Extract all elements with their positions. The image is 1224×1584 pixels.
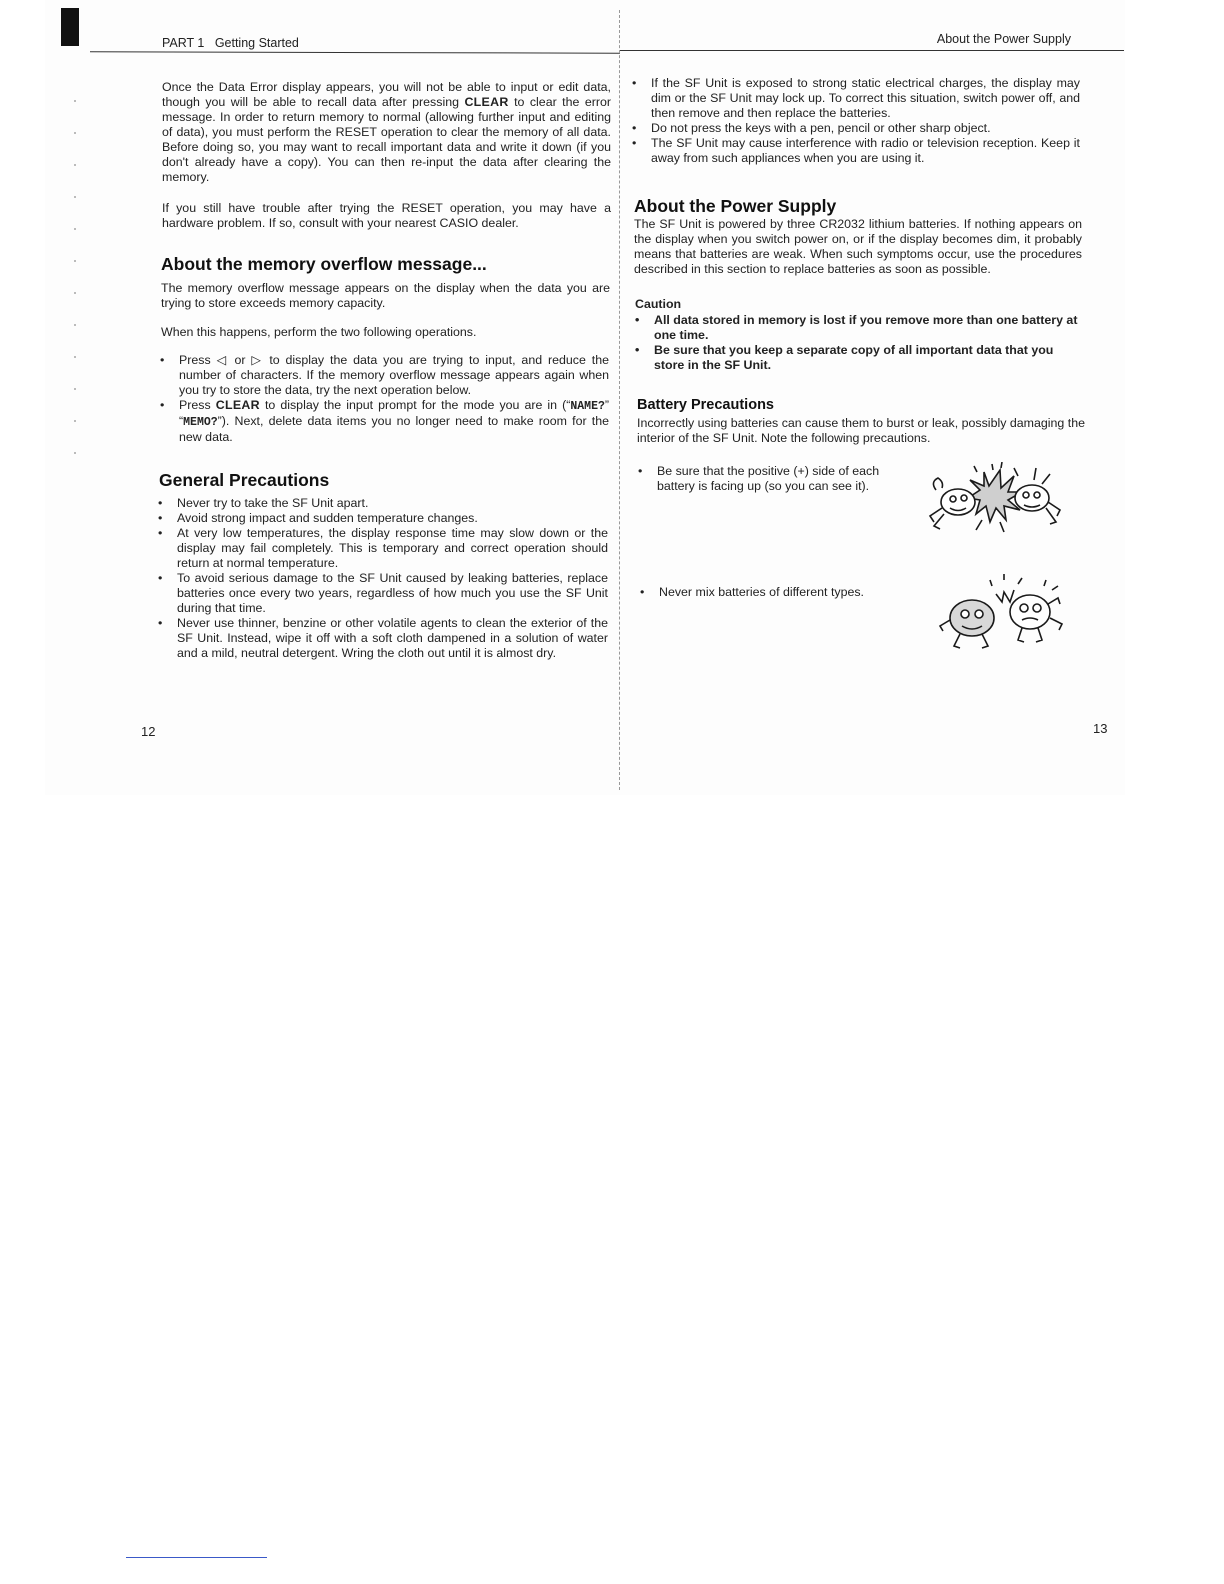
header-rule-right [620,50,1124,51]
para-text: Once the Data Error display appears, you will not be able to input or edit data, though you will be able to recall data after pressing [162,80,611,109]
footnote-link-underline [126,1557,267,1558]
item-text: At very low temperatures, the display response time may slow down or the display may fail completely. This is temporary and correct operation should return at normal temperature. [177,526,608,570]
page-number-right: 13 [1093,721,1108,736]
static-precautions-list [632,76,1080,166]
list-item [158,526,608,571]
left-para-data-error [162,80,611,185]
mixed-batteries-illustration [934,574,1069,652]
bullet: • [632,121,637,135]
memo-prompt: MEMO? [183,416,218,429]
bullet: • [640,585,645,599]
bullet: • [632,136,637,150]
item-text: Press [179,398,211,412]
part-title: Getting Started [214,36,299,50]
margin-specks [70,70,84,470]
heading-text: About the Power Supply [634,196,837,216]
item-text: Be sure that you keep a separate copy of all important data that you store in the SF Unit. [654,343,1054,372]
bullet: • [635,313,640,327]
item-text: Never mix batteries of different types. [659,585,864,599]
para-text: to clear the error message. In order to return memory to normal (allowing further input and editing of data), you must perform the RESET operation to clear the memory of all data. Before doing so, you may want to recall important data and write it down (if you don't already have a copy). You can then re-input the data after clearing the memory. [162,95,611,184]
bullet: • [635,343,640,357]
list-item [160,398,609,445]
clear-key-label: CLEAR [464,95,509,109]
right-arrow-key-icon: ▷ [251,353,264,367]
list-item [640,585,908,600]
item-text: Never try to take the SF Unit apart. [177,496,369,510]
list-item [632,136,1080,166]
item-text: ” “ [179,398,610,428]
overflow-bullet-list [160,353,609,445]
item-text: Avoid strong impact and sudden temperature changes. [177,511,478,525]
list-item [158,616,608,661]
part-label: PART 1 [162,36,205,50]
heading-text: Battery Precautions [637,397,774,413]
list-item [635,343,1084,373]
heading-text: General Precautions [159,470,330,490]
item-text: ”). Next, delete data items you no longer need to make room for the new data. [179,414,609,444]
general-precautions-list [158,496,608,661]
list-item [635,313,1084,343]
bullet: • [160,353,165,367]
bullet: • [158,526,163,540]
battery-burst-illustration [922,462,1067,534]
page-gutter-line [619,10,620,790]
left-arrow-key-icon: ◁ [216,353,229,367]
bullet: • [638,464,643,478]
power-supply-para: The SF Unit is powered by three CR2032 lithium batteries. If nothing appears on the display when you switch power on, or if the display becomes dim, it probably means that batteries are weak. When such symptoms occur, use the procedures described in this section to replace batteries as soon as possible. [634,217,1082,276]
overflow-para-2: When this happens, perform the two following operations. [161,325,477,339]
page-number-left: 12 [141,724,156,739]
item-text: to display the data you are trying to input, and reduce the number of characters. If the memory overflow message appears again when you try to store the data, try the next operation below. [179,353,610,397]
bullet: • [158,571,163,585]
list-item [632,121,1080,136]
caution-label: Caution [635,297,682,311]
overflow-para-1: The memory overflow message appears on the display when the data you are trying to store exceeds memory capacity. [161,281,610,310]
bullet: • [158,496,163,510]
list-item [158,511,608,526]
running-header-left [162,36,299,50]
item-text: to display the input prompt for the mode you are in (“ [264,398,571,412]
item-text: Be sure that the positive (+) side of each battery is facing up (so you can see it). [657,464,880,493]
list-item [160,353,609,398]
list-item [158,571,608,616]
item-text: The SF Unit may cause interference with radio or television reception. Keep it away from such appliances when you are using it. [651,136,1080,165]
bullet: • [160,398,165,412]
item-text: To avoid serious damage to the SF Unit caused by leaking batteries, replace batteries once every two years, regardless of how much you use the SF Unit during that time. [177,571,608,615]
heading-text: About the memory overflow message... [161,254,487,274]
left-para-hardware: If you still have trouble after trying the RESET operation, you may have a hardware problem. If so, consult with your nearest CASIO dealer. [162,201,611,230]
item-text: All data stored in memory is lost if you remove more than one battery at one time. [654,313,1078,342]
list-item [632,76,1080,121]
bullet: • [158,511,163,525]
item-text: Press [179,353,211,367]
caution-block [635,297,1084,373]
item-text: Never use thinner, benzine or other volatile agents to clean the exterior of the SF Unit. Instead, wipe it off with a soft cloth dampened in a solution of water and a mild, neutral detergent. Wring the cloth out until it is almost dry. [177,616,608,660]
battery-precautions-para: Incorrectly using batteries can cause them to burst or leak, possibly damaging the interior of the SF Unit. Note the following precautions. [637,416,1085,445]
item-text: Do not press the keys with a pen, pencil or other sharp object. [651,121,991,135]
battery-bullet-1 [638,464,906,494]
item-text: or [234,353,246,367]
binding-edge-mark [61,8,79,46]
clear-key-label: CLEAR [215,398,260,412]
battery-bullet-2 [640,585,908,600]
heading-memory-overflow [161,254,613,274]
heading-power-supply [634,196,1084,216]
bullet: • [158,616,163,630]
list-item [158,496,608,511]
heading-battery-precautions [637,397,1085,414]
name-prompt: NAME? [570,400,605,413]
bullet: • [632,76,637,90]
item-text: If the SF Unit is exposed to strong static electrical charges, the display may dim or the SF Unit may lock up. To correct this situation, switch power off, and then remove and then replace the batteries. [651,76,1080,120]
list-item [638,464,906,494]
running-header-right: About the Power Supply [936,32,1071,46]
heading-general-precautions [159,470,611,490]
